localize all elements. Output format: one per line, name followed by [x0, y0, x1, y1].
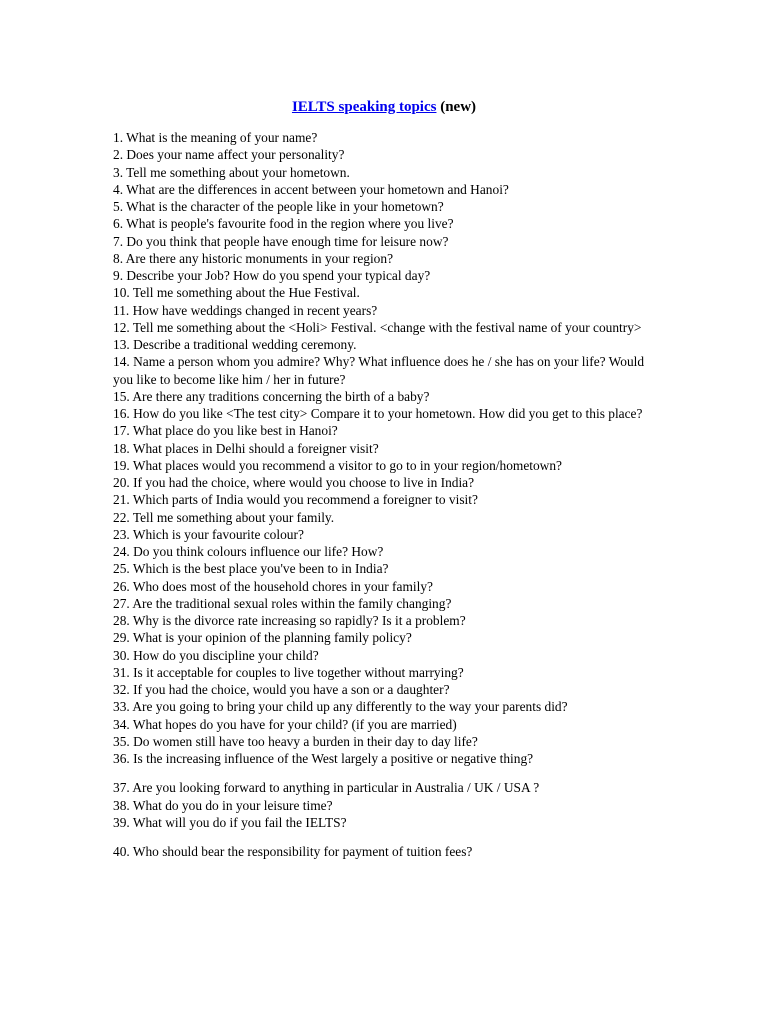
question-item: 34. What hopes do you have for your child? (if you are married) — [113, 716, 457, 732]
question-item: 7. Do you think that people have enough time for leisure now? — [113, 233, 449, 249]
question-item: 39. What will you do if you fail the IELTS? — [113, 814, 347, 830]
question-item: 8. Are there any historic monuments in your region? — [113, 250, 394, 266]
question-item: 12. Tell me something about the <Holi> Festival. <change with the festival name of your country> — [113, 319, 642, 335]
question-item: 28. Why is the divorce rate increasing so rapidly? Is it a problem? — [113, 613, 466, 628]
question-item: 2. Does your name affect your personality? — [113, 147, 345, 163]
question-item: 31. Is it acceptable for couples to live together without marrying? — [113, 664, 464, 680]
question-item: 22. Tell me something about your family. — [113, 509, 335, 525]
question-item: 15. Are there any traditions concerning the birth of a baby? — [113, 388, 430, 404]
question-item: 30. How do you discipline your child? — [113, 647, 319, 663]
page-title — [0, 97, 768, 117]
question-item: 38. What do you do in your leisure time? — [113, 797, 333, 813]
title-suffix: (new) — [436, 99, 477, 115]
question-item: 29. What is your opinion of the planning family policy? — [113, 630, 412, 646]
question-item: 3. Tell me something about your hometown. — [113, 164, 350, 180]
question-item: 14. Name a person whom you admire? Why? What influence does he / she has on your life? Would you like to become like him / her in future? — [113, 354, 645, 387]
question-item: 19. What places would you recommend a visitor to go to in your region/hometown? — [113, 457, 562, 473]
question-item: 18. What places in Delhi should a foreigner visit? — [113, 440, 379, 456]
question-item: 4. What are the differences in accent between your hometown and Hanoi? — [113, 181, 509, 197]
question-item: 9. Describe your Job? How do you spend your typical day? — [113, 268, 431, 283]
question-item: 24. Do you think colours influence our life? How? — [113, 544, 384, 559]
group-spacer — [113, 767, 658, 779]
question-item: 17. What place do you like best in Hanoi? — [113, 423, 338, 439]
question-item: 37. Are you looking forward to anything in particular in Australia / UK / USA ? — [113, 780, 540, 796]
question-item: 40. Who should bear the responsibility for payment of tuition fees? — [113, 844, 473, 859]
question-item: 35. Do women still have too heavy a burden in their day to day life? — [113, 733, 478, 749]
question-item: 10. Tell me something about the Hue Festival. — [113, 285, 360, 301]
question-item: 26. Who does most of the household chores in your family? — [113, 578, 433, 594]
question-item: 1. What is the meaning of your name? — [113, 130, 318, 145]
question-item: 23. Which is your favourite colour? — [113, 526, 304, 542]
question-item: 6. What is people's favourite food in the region where you live? — [113, 216, 454, 232]
question-item: 16. How do you like <The test city> Compare it to your hometown. How did you get to this place? — [113, 406, 643, 421]
question-item: 20. If you had the choice, where would you choose to live in India? — [113, 475, 475, 490]
title-link[interactable]: IELTS speaking topics — [291, 99, 437, 115]
question-list — [113, 129, 658, 860]
question-item: 13. Describe a traditional wedding ceremony. — [113, 337, 357, 352]
question-item: 21. Which parts of India would you recommend a foreigner to visit? — [113, 492, 478, 508]
question-item: 32. If you had the choice, would you have a son or a daughter? — [113, 682, 450, 697]
group-spacer — [113, 831, 658, 843]
question-item: 11. How have weddings changed in recent years? — [113, 302, 378, 318]
question-item: 5. What is the character of the people like in your hometown? — [113, 199, 444, 214]
question-item: 33. Are you going to bring your child up any differently to the way your parents did? — [113, 699, 568, 715]
question-item: 36. Is the increasing influence of the West largely a positive or negative thing? — [113, 751, 534, 766]
question-item: 27. Are the traditional sexual roles within the family changing? — [113, 595, 452, 611]
question-item: 25. Which is the best place you've been to in India? — [113, 561, 389, 577]
